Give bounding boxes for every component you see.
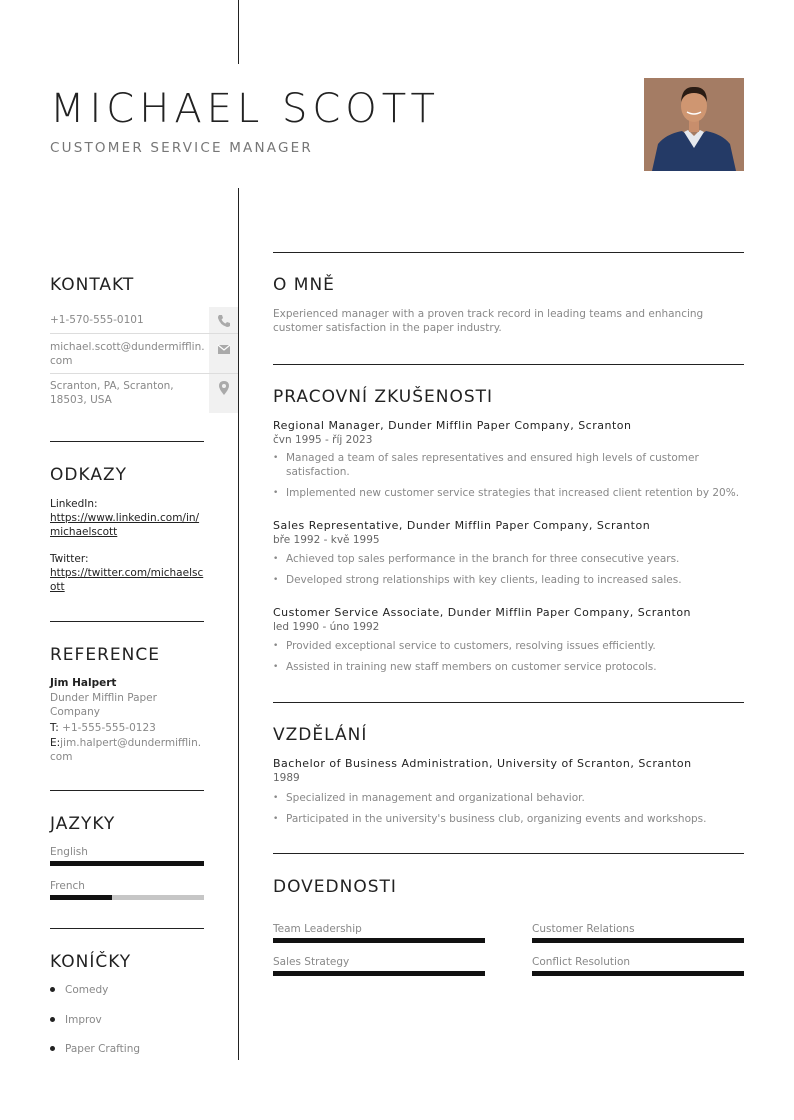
main-divider: [273, 702, 744, 703]
main-divider: [273, 853, 744, 854]
about-heading: O MNĚ: [273, 275, 335, 295]
education-bullet: • Participated in the university's business club, organizing events and workshops.: [273, 812, 743, 826]
hobby-item: [50, 984, 108, 996]
profile-photo: [644, 78, 744, 171]
skill-label: Customer Relations: [532, 923, 635, 935]
skill-level-bar: [532, 938, 744, 943]
contact-heading: KONTAKT: [50, 275, 135, 295]
link-linkedin-url[interactable]: https://www.linkedin.com/in/michaelscott: [50, 512, 200, 538]
language-name: English: [50, 846, 88, 858]
education-year: 1989: [273, 772, 300, 784]
bullet-dot-icon: [50, 987, 55, 992]
job-bullet: • Developed strong relationships with key clients, leading to increased sales.: [273, 573, 743, 587]
reference-phone-row: [50, 721, 206, 735]
links-heading: ODKAZY: [50, 465, 127, 485]
envelope-icon: [216, 341, 232, 357]
languages-heading: JAZYKY: [50, 814, 116, 834]
job-title: Customer Service Associate, Dunder Mifflin Paper Company, Scranton: [273, 606, 692, 619]
bullet-dot-icon: [50, 1046, 55, 1051]
reference-email[interactable]: jim.halpert@dundermifflin.com: [50, 737, 202, 763]
contact-email[interactable]: michael.scott@dundermifflin.com: [50, 341, 205, 367]
main-divider: [273, 364, 744, 365]
language-level-bar: [50, 861, 204, 866]
reference-phone-label: T:: [50, 722, 59, 734]
job-title: Regional Manager, Dunder Mifflin Paper Company, Scranton: [273, 419, 632, 432]
job-bullet: • Achieved top sales performance in the branch for three consecutive years.: [273, 552, 743, 566]
skill-label: Team Leadership: [273, 923, 362, 935]
skill-label: Conflict Resolution: [532, 956, 631, 968]
reference-company: Dunder Mifflin Paper Company: [50, 692, 157, 718]
hobby-item: [50, 1043, 140, 1055]
candidate-job-title: CUSTOMER SERVICE MANAGER: [50, 140, 313, 156]
top-divider-line: [238, 0, 239, 64]
link-twitter-url[interactable]: https://twitter.com/michaelscott: [50, 567, 204, 593]
contact-phone: +1-570-555-0101: [50, 314, 144, 326]
education-degree: Bachelor of Business Administration, University of Scranton, Scranton: [273, 757, 692, 770]
skill-level-bar: [532, 971, 744, 976]
phone-icon: [216, 313, 232, 329]
skill-level-bar: [273, 971, 485, 976]
link-twitter: [50, 552, 206, 594]
sidebar-divider: [50, 621, 204, 622]
job-dates: led 1990 - úno 1992: [273, 621, 380, 633]
link-linkedin: [50, 497, 202, 539]
hobbies-heading: KONÍČKY: [50, 952, 132, 972]
person-portrait-icon: [644, 78, 744, 171]
job-bullet: • Implemented new customer service strategies that increased client retention by 20%.: [273, 486, 753, 500]
job-bullet: • Managed a team of sales representatives and ensured high levels of customer satisfaction.: [273, 451, 713, 479]
sidebar-divider: [50, 928, 204, 929]
sidebar-divider: [50, 790, 204, 791]
job-title: Sales Representative, Dunder Mifflin Paper Company, Scranton: [273, 519, 651, 532]
job-bullet: • Assisted in training new staff members on customer service protocols.: [273, 660, 743, 674]
reference-email-label: E:: [50, 737, 61, 749]
location-pin-icon: [216, 380, 232, 396]
job-dates: bře 1992 - kvě 1995: [273, 534, 380, 546]
language-level-bar: [50, 895, 204, 900]
hobby-item: [50, 1014, 102, 1026]
reference-phone: +1-555-555-0123: [62, 722, 156, 734]
job-bullet: • Provided exceptional service to customers, resolving issues efficiently.: [273, 639, 743, 653]
hobby-label: Comedy: [65, 984, 109, 996]
language-level-fill: [50, 895, 112, 900]
skill-label: Sales Strategy: [273, 956, 350, 968]
column-divider-line: [238, 188, 239, 1060]
hobby-label: Paper Crafting: [65, 1043, 141, 1055]
sidebar-divider: [50, 441, 204, 442]
reference-email-row: [50, 736, 202, 764]
reference-name: Jim Halpert: [50, 677, 117, 689]
experience-heading: PRACOVNÍ ZKUŠENOSTI: [273, 387, 494, 407]
bullet-dot-icon: [50, 1017, 55, 1022]
reference-heading: REFERENCE: [50, 645, 160, 665]
link-twitter-label: Twitter:: [50, 553, 89, 565]
language-level-fill: [50, 861, 204, 866]
education-bullet: • Specialized in management and organizational behavior.: [273, 791, 743, 805]
contact-address: Scranton, PA, Scranton, 18503, USA: [50, 380, 174, 406]
job-dates: čvn 1995 - říj 2023: [273, 434, 373, 446]
contact-separator: [50, 373, 238, 374]
skill-level-bar: [273, 938, 485, 943]
skills-heading: DOVEDNOSTI: [273, 877, 397, 897]
link-linkedin-label: LinkedIn:: [50, 498, 98, 510]
language-name: French: [50, 880, 85, 892]
main-divider: [273, 252, 744, 253]
hobby-label: Improv: [65, 1014, 102, 1026]
contact-separator: [50, 333, 238, 334]
candidate-name: MICHAEL SCOTT: [50, 86, 440, 132]
education-heading: VZDĚLÁNÍ: [273, 725, 368, 745]
about-text: Experienced manager with a proven track record in leading teams and enhancing customer satisfaction in the paper industry.: [273, 308, 704, 334]
